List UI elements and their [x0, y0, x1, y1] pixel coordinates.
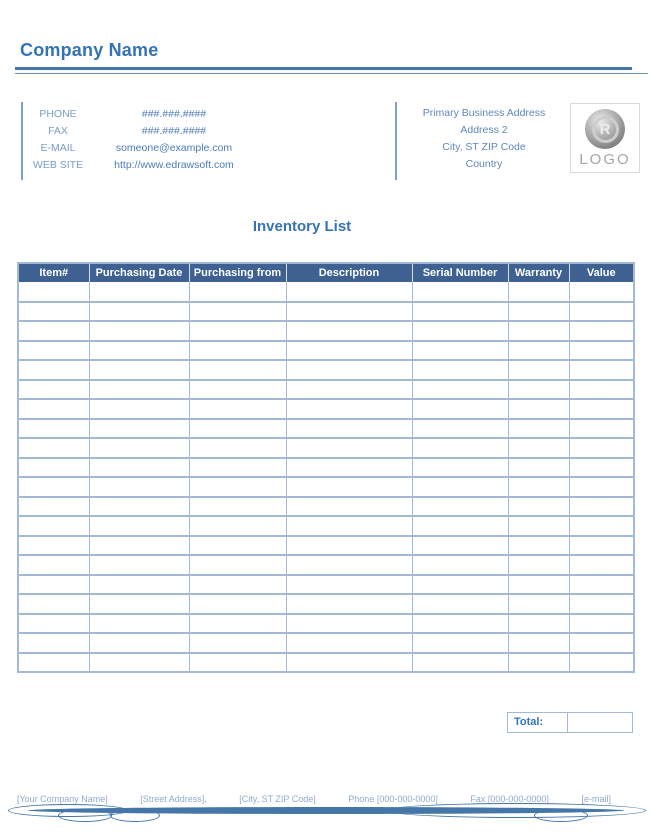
table-cell[interactable] — [412, 438, 508, 458]
table-row — [18, 399, 634, 419]
table-row — [18, 497, 634, 517]
table-cell[interactable] — [569, 438, 634, 458]
table-row — [18, 594, 634, 614]
table-cell[interactable] — [508, 594, 569, 614]
table-cell[interactable] — [412, 458, 508, 478]
table-cell[interactable] — [18, 438, 89, 458]
table-cell[interactable] — [412, 555, 508, 575]
table-cell[interactable] — [569, 321, 634, 341]
table-row — [18, 477, 634, 497]
table-cell[interactable] — [508, 341, 569, 361]
table-row — [18, 360, 634, 380]
footer-email: [e-mail] — [581, 794, 611, 804]
table-cell[interactable] — [508, 516, 569, 536]
table-cell[interactable] — [286, 614, 412, 634]
table-cell[interactable] — [569, 555, 634, 575]
email-label: E-MAIL — [40, 141, 76, 154]
table-cell[interactable] — [189, 477, 286, 497]
address-line-4: Country — [465, 158, 503, 170]
table-cell[interactable] — [569, 516, 634, 536]
table-cell[interactable] — [189, 360, 286, 380]
table-cell[interactable] — [569, 477, 634, 497]
table-cell[interactable] — [286, 419, 412, 439]
email-value[interactable]: someone@example.com — [115, 141, 233, 154]
table-cell[interactable] — [569, 282, 634, 302]
table-row — [18, 536, 634, 556]
footer-swoosh-decoration — [0, 802, 650, 830]
table-cell[interactable] — [89, 516, 189, 536]
table-cell[interactable] — [89, 614, 189, 634]
table-cell[interactable] — [89, 458, 189, 478]
contact-row-phone — [23, 105, 255, 122]
table-cell[interactable] — [286, 555, 412, 575]
column-header-value: Value — [569, 263, 634, 282]
table-cell[interactable] — [569, 419, 634, 439]
table-cell[interactable] — [508, 536, 569, 556]
total-value-cell[interactable] — [568, 712, 633, 733]
table-cell[interactable] — [569, 360, 634, 380]
table-cell[interactable] — [18, 633, 89, 653]
table-cell[interactable] — [18, 497, 89, 517]
contact-row-email — [23, 139, 255, 156]
table-cell[interactable] — [569, 653, 634, 673]
table-row — [18, 614, 634, 634]
table-cell[interactable] — [286, 360, 412, 380]
table-cell[interactable] — [412, 282, 508, 302]
fax-value: ###.###.#### — [141, 124, 207, 137]
footer-street-address: [Street Address], — [140, 794, 207, 804]
table-row — [18, 321, 634, 341]
table-cell[interactable] — [412, 380, 508, 400]
header-rule-thick — [15, 67, 632, 70]
table-cell[interactable] — [508, 302, 569, 322]
phone-value: ###.###.#### — [141, 107, 207, 120]
logo-placeholder — [570, 103, 640, 173]
inventory-table — [17, 262, 635, 673]
table-row — [18, 438, 634, 458]
table-cell[interactable] — [286, 302, 412, 322]
table-cell[interactable] — [18, 575, 89, 595]
table-cell[interactable] — [412, 516, 508, 536]
table-cell[interactable] — [286, 380, 412, 400]
table-cell[interactable] — [286, 575, 412, 595]
table-cell[interactable] — [89, 555, 189, 575]
table-cell[interactable] — [89, 419, 189, 439]
logo-label: LOGO — [579, 151, 631, 168]
table-cell[interactable] — [286, 399, 412, 419]
column-header-serial-number: Serial Number — [412, 263, 508, 282]
table-cell[interactable] — [189, 282, 286, 302]
table-cell[interactable] — [508, 438, 569, 458]
table-cell[interactable] — [286, 653, 412, 673]
table-row — [18, 380, 634, 400]
table-cell[interactable] — [286, 497, 412, 517]
table-cell[interactable] — [412, 614, 508, 634]
table-row — [18, 341, 634, 361]
table-cell[interactable] — [189, 555, 286, 575]
footer-phone: Phone [000-000-0000] — [348, 794, 438, 804]
table-cell[interactable] — [89, 302, 189, 322]
table-cell[interactable] — [286, 536, 412, 556]
inventory-table-header — [18, 263, 634, 282]
table-cell[interactable] — [508, 477, 569, 497]
table-cell[interactable] — [508, 575, 569, 595]
contact-info-block — [21, 102, 255, 180]
company-name-heading: Company Name — [20, 40, 159, 60]
table-cell[interactable] — [189, 341, 286, 361]
table-cell[interactable] — [508, 497, 569, 517]
business-address-block — [395, 102, 571, 180]
table-cell[interactable] — [89, 477, 189, 497]
website-label: WEB SITE — [32, 158, 84, 171]
table-cell[interactable] — [18, 653, 89, 673]
table-cell[interactable] — [286, 594, 412, 614]
footer-city-zip: [City, ST ZIP Code] — [239, 794, 316, 804]
swoosh-right-arc — [386, 803, 646, 818]
address-line-2: Address 2 — [460, 124, 508, 136]
column-header-warranty: Warranty — [508, 263, 569, 282]
registered-trademark-icon — [585, 109, 625, 149]
table-cell[interactable] — [18, 282, 89, 302]
table-cell[interactable] — [569, 302, 634, 322]
table-cell[interactable] — [189, 419, 286, 439]
table-cell[interactable] — [286, 321, 412, 341]
table-cell[interactable] — [508, 321, 569, 341]
table-row — [18, 575, 634, 595]
table-cell[interactable] — [89, 497, 189, 517]
fax-label: FAX — [48, 124, 68, 137]
column-header-purchasing-from: Purchasing from — [189, 263, 286, 282]
address-line-3: City, ST ZIP Code — [442, 141, 526, 153]
total-row — [507, 712, 633, 733]
table-cell[interactable] — [89, 594, 189, 614]
table-cell[interactable] — [18, 536, 89, 556]
table-cell[interactable] — [18, 614, 89, 634]
table-cell[interactable] — [508, 380, 569, 400]
table-cell[interactable] — [189, 458, 286, 478]
table-cell[interactable] — [508, 419, 569, 439]
table-cell[interactable] — [412, 399, 508, 419]
table-cell[interactable] — [569, 575, 634, 595]
table-cell[interactable] — [412, 341, 508, 361]
table-cell[interactable] — [18, 341, 89, 361]
table-cell[interactable] — [89, 653, 189, 673]
table-cell[interactable] — [189, 575, 286, 595]
table-cell[interactable] — [189, 399, 286, 419]
column-header-purchasing-date: Purchasing Date — [89, 263, 189, 282]
table-row — [18, 282, 634, 302]
table-cell[interactable] — [18, 477, 89, 497]
table-cell[interactable] — [189, 536, 286, 556]
table-cell[interactable] — [508, 458, 569, 478]
table-cell[interactable] — [89, 360, 189, 380]
table-cell[interactable] — [189, 594, 286, 614]
website-value[interactable]: http://www.edrawsoft.com — [114, 158, 234, 171]
table-cell[interactable] — [18, 302, 89, 322]
column-header-item: Item# — [18, 263, 89, 282]
inventory-table-container — [17, 262, 633, 673]
table-cell[interactable] — [508, 282, 569, 302]
table-cell[interactable] — [412, 360, 508, 380]
table-cell[interactable] — [569, 380, 634, 400]
table-cell[interactable] — [286, 458, 412, 478]
table-cell[interactable] — [569, 536, 634, 556]
header-rule-thin — [15, 73, 648, 74]
table-cell[interactable] — [508, 633, 569, 653]
table-cell[interactable] — [412, 633, 508, 653]
swoosh-ellipse-1 — [58, 809, 112, 822]
table-cell[interactable] — [412, 321, 508, 341]
table-cell[interactable] — [508, 360, 569, 380]
table-cell[interactable] — [412, 536, 508, 556]
table-cell[interactable] — [508, 399, 569, 419]
table-cell[interactable] — [412, 302, 508, 322]
table-cell[interactable] — [412, 477, 508, 497]
table-cell[interactable] — [89, 399, 189, 419]
table-cell[interactable] — [89, 341, 189, 361]
table-cell[interactable] — [286, 477, 412, 497]
table-cell[interactable] — [18, 399, 89, 419]
table-cell[interactable] — [508, 555, 569, 575]
table-cell[interactable] — [18, 594, 89, 614]
table-cell[interactable] — [18, 516, 89, 536]
table-cell[interactable] — [89, 575, 189, 595]
column-header-description: Description — [286, 263, 412, 282]
table-cell[interactable] — [189, 516, 286, 536]
table-cell[interactable] — [18, 555, 89, 575]
table-cell[interactable] — [286, 516, 412, 536]
table-cell[interactable] — [89, 380, 189, 400]
table-cell[interactable] — [569, 594, 634, 614]
page-title: Inventory List — [252, 218, 352, 235]
contact-row-fax — [23, 122, 255, 139]
table-cell[interactable] — [89, 536, 189, 556]
table-cell[interactable] — [189, 438, 286, 458]
table-row — [18, 633, 634, 653]
contact-row-website — [23, 156, 255, 173]
table-cell[interactable] — [18, 458, 89, 478]
table-cell[interactable] — [286, 633, 412, 653]
table-cell[interactable] — [412, 594, 508, 614]
total-label: Total: — [507, 712, 568, 733]
table-cell[interactable] — [412, 497, 508, 517]
table-row — [18, 653, 634, 673]
table-cell[interactable] — [569, 614, 634, 634]
table-cell[interactable] — [189, 653, 286, 673]
table-cell[interactable] — [189, 497, 286, 517]
footer-company-name: [Your Company Name] — [17, 794, 108, 804]
table-cell[interactable] — [189, 302, 286, 322]
header-row — [18, 263, 634, 282]
table-cell[interactable] — [508, 614, 569, 634]
table-cell[interactable] — [569, 341, 634, 361]
inventory-table-body — [18, 282, 634, 672]
table-cell[interactable] — [508, 653, 569, 673]
table-row — [18, 302, 634, 322]
footer-fax: Fax [000-000-0000] — [470, 794, 549, 804]
registered-r-glyph: R — [592, 116, 619, 143]
table-cell[interactable] — [189, 633, 286, 653]
table-cell[interactable] — [412, 653, 508, 673]
table-cell[interactable] — [412, 419, 508, 439]
table-cell[interactable] — [569, 399, 634, 419]
table-cell[interactable] — [569, 633, 634, 653]
table-cell[interactable] — [18, 321, 89, 341]
address-line-1: Primary Business Address — [422, 107, 546, 119]
table-cell[interactable] — [286, 438, 412, 458]
table-cell[interactable] — [89, 633, 189, 653]
table-row — [18, 419, 634, 439]
table-cell[interactable] — [89, 321, 189, 341]
table-row — [18, 516, 634, 536]
table-row — [18, 555, 634, 575]
table-cell[interactable] — [569, 458, 634, 478]
table-cell[interactable] — [569, 497, 634, 517]
swoosh-ellipse-2 — [110, 809, 160, 822]
table-cell[interactable] — [189, 321, 286, 341]
table-cell[interactable] — [18, 419, 89, 439]
table-cell[interactable] — [18, 380, 89, 400]
table-cell[interactable] — [89, 438, 189, 458]
phone-label: PHONE — [39, 107, 77, 120]
table-cell[interactable] — [18, 360, 89, 380]
table-cell[interactable] — [189, 614, 286, 634]
table-cell[interactable] — [412, 575, 508, 595]
table-row — [18, 458, 634, 478]
table-cell[interactable] — [286, 282, 412, 302]
table-cell[interactable] — [89, 282, 189, 302]
table-cell[interactable] — [189, 380, 286, 400]
table-cell[interactable] — [286, 341, 412, 361]
